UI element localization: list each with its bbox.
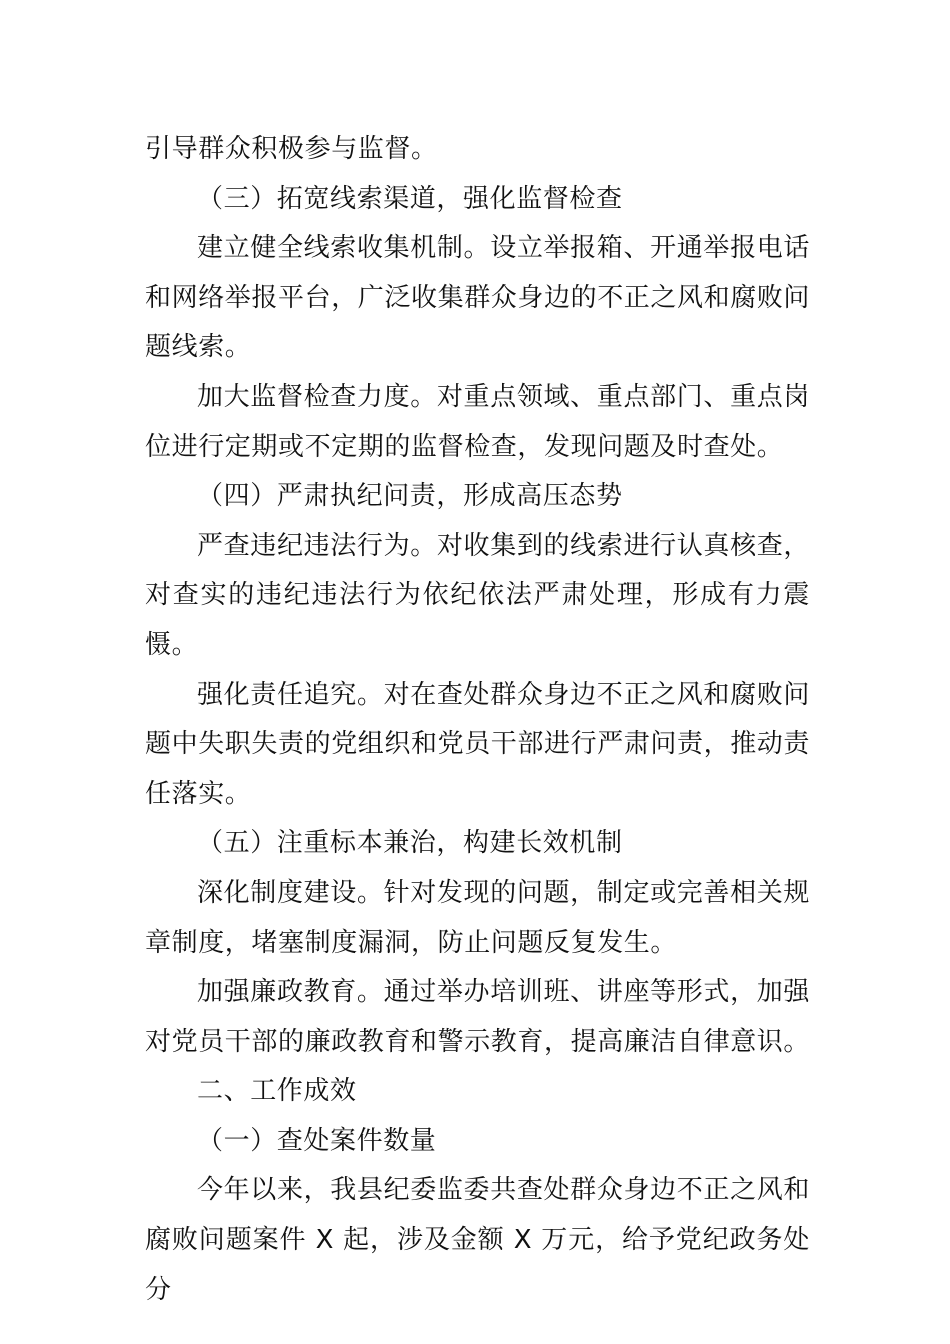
paragraph: 加强廉政教育。通过举办培训班、讲座等形式，加强对党员干部的廉政教育和警示教育，提高廉洁自律意识。 <box>145 977 811 1057</box>
section-heading-5: （五）注重标本兼治，构建长效机制 <box>197 828 623 859</box>
paragraph: 建立健全线索收集机制。设立举报箱、开通举报电话和网络举报平台，广泛收集群众身边的不正之风和腐败问题线索。 <box>145 233 811 363</box>
document-body <box>145 125 810 1315</box>
paragraph: 深化制度建设。针对发现的问题，制定或完善相关规章制度，堵塞制度漏洞，防止问题反复发生。 <box>145 877 810 958</box>
section-heading-3: （三）拓宽线索渠道，强化监督检查 <box>197 183 623 214</box>
paragraph: 强化责任追究。对在查处群众身边不正之风和腐败问题中失职失责的党组织和党员干部进行严肃问责，推动责任落实。 <box>145 679 811 809</box>
section-heading-4: （四）严肃执纪问责，形成高压态势 <box>197 481 623 512</box>
paragraph: 严查违纪违法行为。对收集到的线索进行认真核查，对查实的违纪违法行为依纪依法严肃处理，形成有力震慑。 <box>145 530 810 660</box>
paragraph-continuation: 引导群众积极参与监督。 <box>145 134 438 164</box>
paragraph: 加大监督检查力度。对重点领域、重点部门、重点岗位进行定期或不定期的监督检查，发现问题及时查处。 <box>145 381 810 462</box>
chapter-heading: 二、工作成效 <box>197 1076 357 1107</box>
subsection-heading: （一）查处案件数量 <box>197 1125 437 1156</box>
paragraph: 今年以来，我县纪委监委共查处群众身边不正之风和腐败问题案件 X 起，涉及金额 X 万元，给予党纪政务处分 <box>145 1175 810 1305</box>
